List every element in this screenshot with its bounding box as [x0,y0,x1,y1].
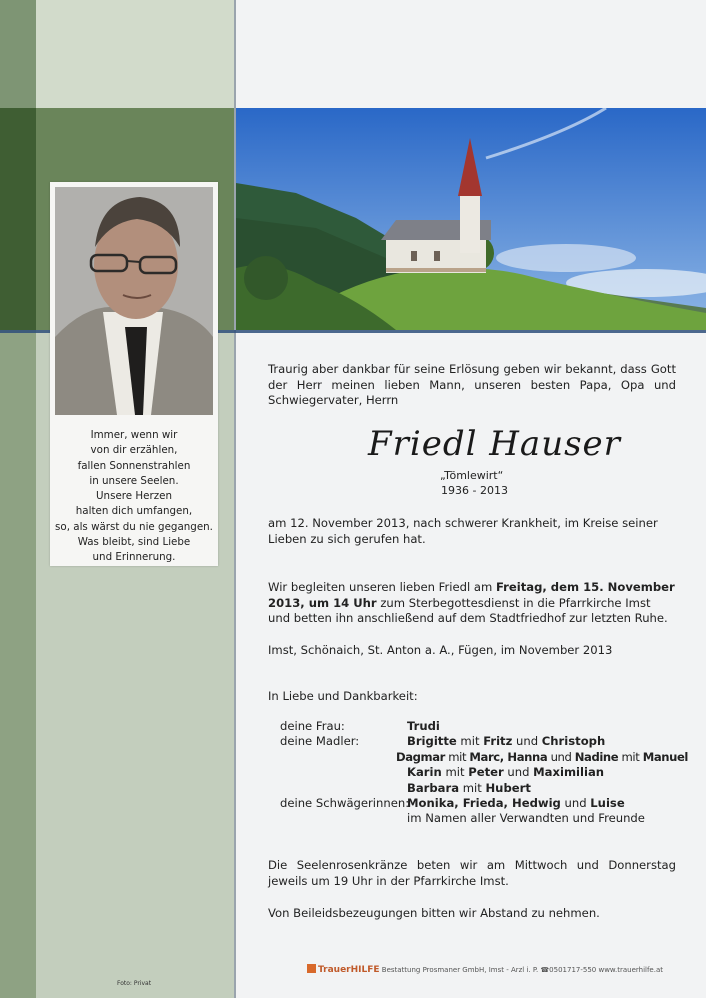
mourner-joiner: mit [618,749,643,764]
footer-phone: ☎0501717-550 [540,966,597,974]
mourner-name: Peter [468,765,504,780]
poem-line: und Erinnerung. [92,551,176,564]
place-date: Imst, Schönaich, St. Anton a. A., Fügen, im November 2013 [268,643,613,657]
mourner-joiner: mit [444,749,470,764]
mourner-name: Trudi [407,719,440,733]
poem-line: so, als wärst du nie gegangen. [55,520,213,533]
footer-web: www.trauerhilfe.at [598,966,663,974]
mourner-joiner: und [503,765,534,780]
mourner-name: Christoph [541,734,606,749]
intro-text: Traurig aber dankbar für seine Erlösung geben wir bekannt, dass Gott der Herr meinen lieben Mann, unseren besten Papa, Opa und Schwiegervater, Herrn [268,362,676,407]
photo-credit: Foto: Privat [117,980,152,987]
mourner-name: Barbara [407,780,460,795]
mourner-row-inlaws [268,796,688,811]
memorial-poem [52,428,216,566]
left-band-light-top [36,0,234,108]
mourner-name: Luise [590,796,625,811]
mourner-joiner: und [547,749,575,764]
funeral-text [268,580,676,627]
deceased-years: 1936 - 2013 [441,484,508,497]
mourner-row-wife [268,719,688,734]
poem-line: Immer, wenn wir [90,429,178,441]
poem-line: von dir erzählen, [90,444,178,457]
mourner-joiner: und [560,796,591,811]
trauerhilfe-logo-icon [307,964,316,973]
mourner-joiner: mit [441,765,469,780]
mourner-row-children [268,734,688,749]
mourner-name: Karin [407,765,442,780]
poem-line: Unsere Herzen [96,490,172,503]
header-band-green-dark [0,108,36,330]
funeral-datetime: Freitag, dem 15. November 2013, um 14 Uhr [268,580,675,610]
church-landscape-photo [236,108,706,330]
funeral-post: zum Sterbegottesdienst in die Pfarrkirche Imst und betten ihn anschließend auf dem Stadtfriedhof zur letzten Ruhe. [268,595,668,625]
mourner-row [268,781,688,796]
mourner-joiner: mit [456,734,484,749]
mourner-joiner: und [512,734,542,749]
mourner-name: Hubert [485,780,531,795]
mourner-joiner: mit [459,780,486,795]
condolence-text: Von Beileidsbezeugungen bitten wir Abstand zu nehmen. [268,906,600,920]
mourner-role: deine Frau: [280,719,345,733]
footer-company: Bestattung Prosmaner GmbH, Imst - Arzl i. P. [381,966,539,974]
mourner-row-relatives [268,811,688,826]
thanks-line: In Liebe und Dankbarkeit: [268,689,418,703]
death-text: am 12. November 2013, nach schwerer Krankheit, im Kreise seiner Lieben zu sich gerufen hat. [268,516,658,546]
footer [307,964,663,975]
mourner-name: Dagmar [396,749,445,764]
poem-line: in unsere Seelen. [89,474,179,487]
mourner-name: Fritz [483,734,513,749]
relatives-line: im Namen aller Verwandten und Freunde [407,811,645,826]
mourner-name: Marc, Hanna [469,749,548,764]
deceased-nickname: „Tömlewirt“ [440,469,504,482]
mourner-role: deine Madler: [280,734,360,749]
mourners-list [268,719,688,827]
mourner-name: Manuel [642,749,688,764]
footer-brand: TrauerHILFE [318,965,380,975]
deceased-name: Friedl Hauser [368,424,621,464]
poem-line: fallen Sonnenstrahlen [77,459,191,472]
rosary-text: Die Seelenrosenkränze beten wir am Mittwoch und Donnerstag jeweils um 19 Uhr in der Pfarrkirche Imst. [268,858,676,888]
poem-line: Was bleibt, sind Liebe [77,536,191,549]
mourner-row [268,750,688,765]
portrait-photo [55,187,213,415]
mourner-name: Monika, Frieda, Hedwig [407,796,561,811]
left-band-dark-top [0,0,36,108]
poem-line: halten dich umfangen, [75,505,193,518]
funeral-pre: Wir begleiten unseren lieben Friedl am [268,580,496,594]
mourner-name: Brigitte [407,734,457,749]
mourner-row [268,765,688,780]
mourner-name: Nadine [574,749,619,764]
mourner-name: Maximilian [533,765,605,780]
mourner-role: deine Schwägerinnen: [280,796,410,811]
